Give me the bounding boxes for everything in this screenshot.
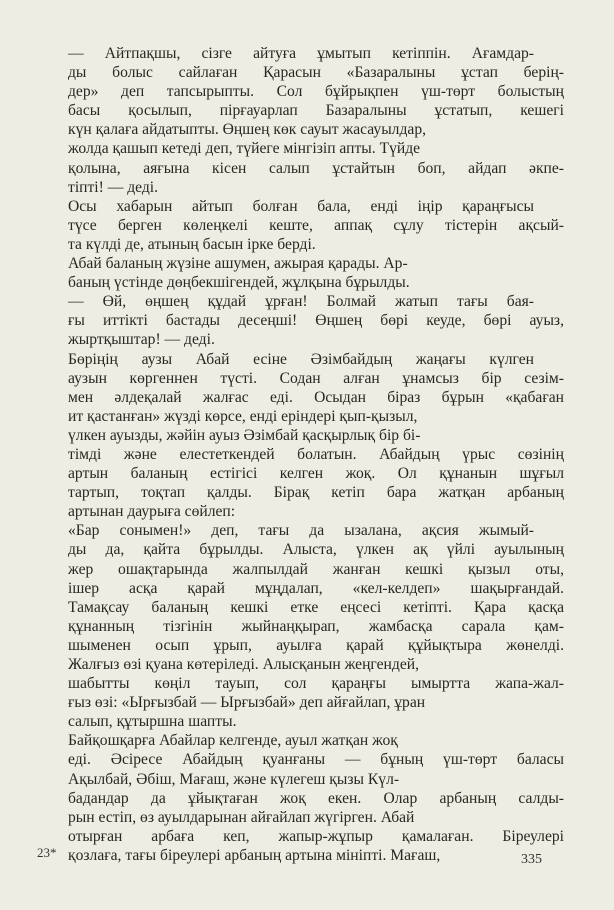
text-line: артынан даурыға сөйлеп: — [68, 503, 236, 521]
text-line: құнанның тізгінін жыйнаңқырап, жамбасқа сарала қам- — [68, 617, 564, 635]
text-line: — Айтпақшы, сізге айтуға ұмытып кетіппін. Ағамдар- — [68, 45, 534, 62]
text-line: «Бар сонымен!» деп, тағы да ызалана, ақсия жымый- — [68, 522, 534, 540]
paragraph — [38, 197, 564, 254]
text-line: рын естіп, өз ауылдарынан айғайлап жүгірген. Абай — [68, 808, 415, 826]
text-line: үлкен ауызды, жәйін ауыз Әзімбай қасқырлық бір бі- — [68, 426, 421, 444]
text-line: еді. Әсіресе Абайдың қуанғаны — бұның үш-төрт баласы — [68, 751, 564, 769]
text-line: — Өй, өңшең құдай ұрған! Болмай жатып тағы бая- — [68, 293, 534, 311]
text-line: тіпті! — деді. — [68, 178, 159, 196]
text-line: жер ошақтарында жалпылдай жанған кешкі қызыл оты, — [68, 560, 564, 578]
text-line: артын баланың естігісі келген жоқ. Ол құнанын шұғыл — [68, 465, 564, 483]
text-line: Абай баланың жүзіне ашумен, ажырая қарады. Ар- — [68, 255, 408, 273]
text-line: Жалғыз өзі қуана көтеріледі. Алысқанын жеңгендей, — [68, 656, 419, 673]
text-line: дер» деп тапсырыпты. Сол бұйрықпен үш-төрт болыстың — [68, 83, 564, 101]
text-line: шабытты көңіл тауып, сол қараңғы ымыртта жапа-жал- — [68, 675, 564, 693]
text-line: баның үстінде дөңбекшігендей, жұлқына бұрылды. — [68, 274, 410, 292]
text-line: Бөріңің аузы Абай есіне Әзімбайдың жаңағы күлген — [68, 350, 534, 368]
paragraph — [38, 731, 564, 865]
text-line: мен әлдеқалай жалғас еді. Осыдан біраз бұрын «қабаған — [68, 388, 564, 406]
text-line: ды болыс сайлаған Қарасын «Базаралыны ұстап берің- — [68, 64, 564, 82]
text-line: бадандар да ұйықтаған жоқ екен. Олар арбаның салды- — [68, 789, 564, 807]
text-line: түсе берген көлеңкелі кеште, аппақ сұлу тістерін ақсый- — [68, 216, 564, 234]
text-line: ды да, қайта бұрылды. Алыста, үлкен ақ үйлі ауылының — [68, 541, 564, 559]
text-line: салып, құтыршна шапты. — [68, 713, 237, 731]
text-line: аузын көргеннен түсті. Содан алған ұнамсыз бір сезім- — [68, 369, 564, 387]
text-line: та күлді де, атының басын ірке берді. — [68, 235, 316, 253]
body-text — [38, 44, 564, 865]
text-line: күн қалаға айдатыпты. Өңшең көк сауыт жасауылдар, — [68, 121, 427, 139]
text-line: қозлаға, тағы біреулері арбаның артына мініпті. Мағаш, — [68, 846, 441, 864]
text-line: ит қастанған» жүзді көрсе, енді ерiндері қып-қызыл, — [68, 407, 418, 425]
text-line: Тамақсау баланың кешкі етке еңсесі кетіпті. Қара қасқа — [68, 598, 564, 616]
text-line: жолда қашып кетеді деп, түйеге мінгізіп апты. Түйде — [68, 140, 421, 158]
signature-mark: 23* — [37, 845, 57, 860]
text-line: қолына, аяғына кісен салып ұстайтын боп, айдап әкпе- — [68, 159, 564, 177]
paragraph — [38, 292, 564, 349]
text-line: отырған арбаға кеп, жапыр-жұпыр қамалаған. Біреулері — [68, 827, 564, 845]
paragraph — [38, 350, 564, 522]
paragraph — [38, 44, 564, 197]
text-line: Осы хабарын айтып болған бала, енді іңір қараңғысы — [68, 197, 534, 215]
text-line: ғыз өзі: «Ырғызбай — Ырғызбай» деп айғайлап, ұран — [68, 694, 426, 712]
text-line: ішер асқа қарай мұңдалап, «кел-келдеп» шақырғандай. — [68, 579, 564, 597]
text-line: Байқошқарға Абайлар келгенде, ауыл жатқан жоқ — [68, 732, 398, 750]
page-number: 335 — [521, 852, 542, 867]
text-line: басы қосылып, пірғауарлап Базаралыны ұстатып, кешегі — [68, 102, 564, 120]
text-line: тартып, тоқтап қалды. Бірақ кетіп бара жатқан арбаның — [68, 484, 564, 502]
text-line: шыменен осып ұрып, ауылға қарай құйықтыра жөнелді. — [68, 636, 564, 654]
text-line: Ақылбай, Әбіш, Мағаш, және күлегеш қызы Күл- — [68, 770, 400, 788]
paragraph — [38, 254, 564, 292]
text-line: тімді және елестеткендей болатын. Абайдың үрыс сөзінің — [68, 445, 564, 463]
paragraph — [38, 521, 564, 731]
text-line: ғы иттікті бастады десеңші! Өңшең бөрі кеуде, бөрі ауыз, — [68, 312, 564, 330]
text-line: жыртқыштар! — деді. — [68, 331, 215, 349]
